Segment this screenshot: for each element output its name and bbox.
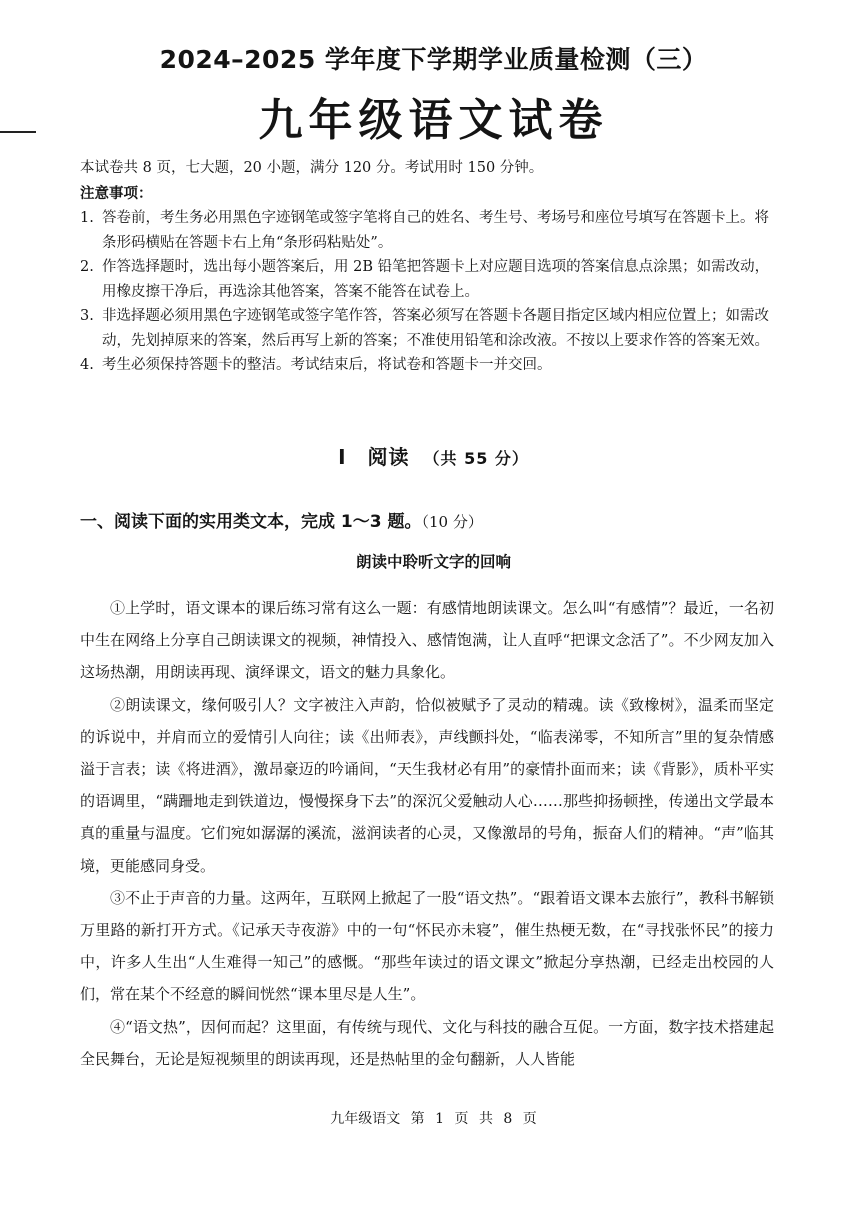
note-number: 1. bbox=[80, 210, 94, 226]
note-text: 作答选择题时，选出每小题答案后，用 2B 铅笔把答题卡上对应题目选项的答案信息点涂黑；如需改动，用橡皮擦干净后，再选涂其他答案，答案不能答在试卷上。 bbox=[102, 259, 770, 300]
note-text: 考生必须保持答题卡的整洁。考试结束后，将试卷和答题卡一并交回。 bbox=[102, 357, 552, 373]
note-item bbox=[80, 206, 780, 255]
note-text: 答卷前，考生务必用黑色字迹钢笔或签字笔将自己的姓名、考生号、考场号和座位号填写在答题卡上。将条形码横贴在答题卡右上角“条形码粘贴处”。 bbox=[102, 210, 769, 251]
note-number: 3. bbox=[80, 308, 94, 324]
article-title: 朗读中聆听文字的回响 bbox=[355, 553, 511, 571]
article-paragraph: ①上学时，语文课本的课后练习常有这么一题：有感情地朗读课文。怎么叫“有感情”？最近，一名初中生在网络上分享自己朗读课文的视频，神情投入、感情饱满，让人直呼“把课文念活了”。不少网友加入这场热潮，用朗读再现、演绎课文，语文的魅力具象化。 bbox=[80, 599, 774, 682]
question-points: （10 分） bbox=[421, 513, 483, 531]
exam-info: 本试卷共 8 页，七大题，20 小题，满分 120 分。考试用时 150 分钟。 bbox=[80, 160, 544, 176]
article-paragraph: ④“语文热”，因何而起？这里面，有传统与现代、文化与科技的融合互促。一方面，数字技术搭建起全民舞台，无论是短视频里的朗读再现，还是热帖里的金句翻新，人人皆能 bbox=[80, 1017, 774, 1068]
question-heading bbox=[80, 507, 483, 532]
article-paragraph: ②朗读课文，缘何吸引人？文字被注入声韵，恰似被赋予了灵动的精魂。读《致橡树》，温柔而坚定的诉说中，并肩而立的爱情引人向往；读《出师表》，声线颤抖处，“临表涕零，不知所言”里的复杂情感溢于言表；读《将进酒》，激昂豪迈的吟诵间，“天生我材必有用”的豪情扑面而来；读《背影》，质朴平实的语调里，“蹒跚地走到铁道边，慢慢探身下去”的深沉父爱触动人心……那些抑扬顿挫，传递出文学最本真的重量与温度。它们宛如潺潺的溪流，滋润读者的心灵，又像激昂的号角，振奋人们的精神。“声”临其境，更能感同身受。 bbox=[80, 695, 774, 875]
note-text: 非选择题必须用黑色字迹钢笔或签字笔作答，答案必须写在答题卡各题目指定区域内相应位置上；如需改动，先划掉原来的答案，然后再写上新的答案；不准使用铅笔和涂改液。不按以上要求作答的答案无效。 bbox=[102, 308, 769, 349]
notes-list bbox=[80, 206, 780, 378]
subject-title: 九年级语文试卷 bbox=[258, 95, 609, 146]
note-item bbox=[80, 353, 780, 378]
question-text: 一、阅读下面的实用类文本，完成 1～3 题。 bbox=[80, 512, 422, 532]
notes-heading: 注意事项： bbox=[80, 185, 153, 202]
section-title: I 阅读 bbox=[338, 445, 410, 469]
note-item bbox=[80, 255, 780, 304]
article-body bbox=[80, 592, 774, 1075]
note-item bbox=[80, 304, 780, 353]
note-number: 4. bbox=[80, 357, 94, 373]
exam-title: 2024–2025 学年度下学期学业质量检测（三） bbox=[159, 45, 708, 74]
section-score: （共 55 分） bbox=[423, 449, 529, 468]
article-paragraph: ③不止于声音的力量。这两年，互联网上掀起了一股“语文热”。“跟着语文课本去旅行”，教科书解锁万里路的新打开方式。《记承天寺夜游》中的一句“怀民亦未寝”，催生热梗无数，在“寻找张怀民”的接力中，许多人生出“人生难得一知己”的感慨。“那些年读过的语文课文”掀起分享热潮，已经走出校园的人们，常在某个不经意的瞬间恍然“课本里尽是人生”。 bbox=[80, 888, 774, 1004]
section-heading bbox=[0, 441, 867, 470]
note-number: 2. bbox=[80, 259, 94, 275]
page-footer: 九年级语文 第 1 页 共 8 页 bbox=[330, 1111, 537, 1127]
